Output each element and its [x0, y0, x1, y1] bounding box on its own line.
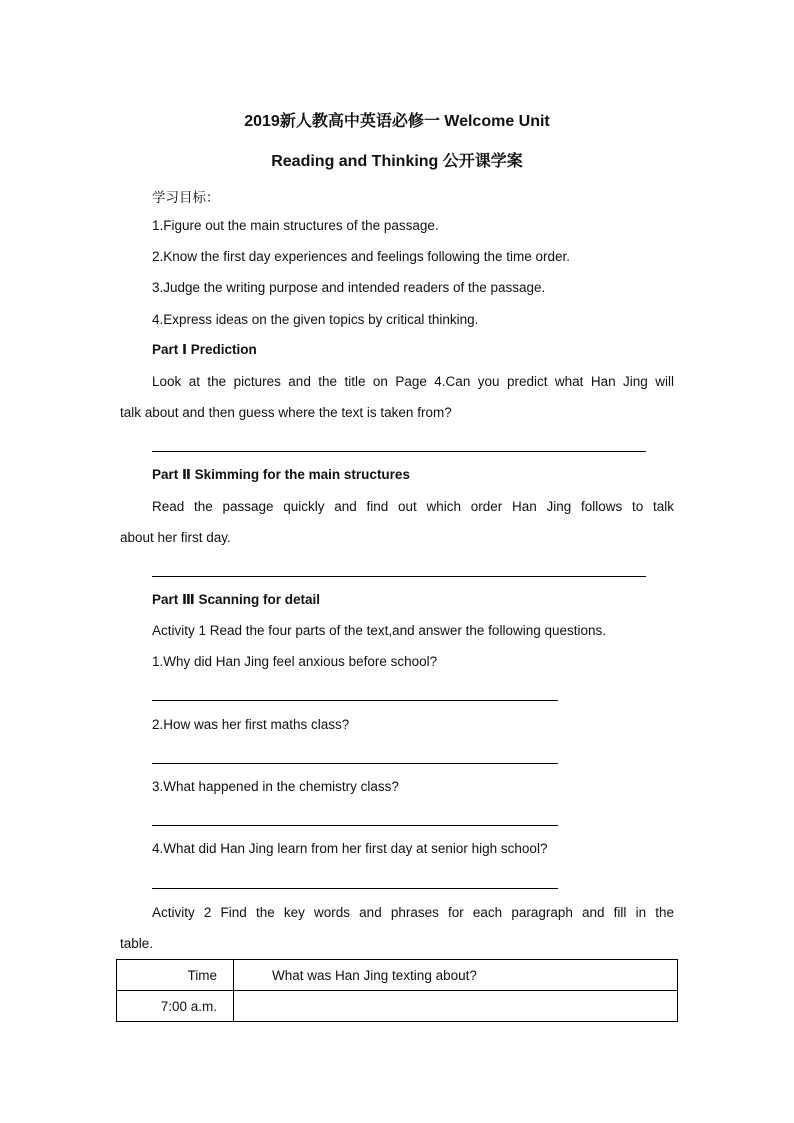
part2-instruction-line1: Read the passage quickly and find out which order Han Jing follows to talk: [152, 499, 674, 514]
table-header-row: [117, 960, 678, 991]
question-item: 2.How was her first maths class?: [152, 717, 350, 732]
question-item: 3.What happened in the chemistry class?: [152, 779, 399, 794]
objective-item: 2.Know the first day experiences and feelings following the time order.: [152, 249, 570, 264]
key-words-table: [116, 959, 678, 1022]
part1-heading: Part Ⅰ Prediction: [152, 342, 257, 357]
objective-item: 4.Express ideas on the given topics by critical thinking.: [152, 312, 479, 327]
table-cell-answer[interactable]: [234, 991, 678, 1022]
part3-heading: Part Ⅲ Scanning for detail: [152, 592, 321, 607]
part2-instruction-line2: about her first day.: [120, 530, 231, 545]
answer-line[interactable]: [152, 576, 646, 577]
table-row: [117, 991, 678, 1022]
activity2-instruction-line2: table.: [120, 936, 154, 951]
objective-item: 3.Judge the writing purpose and intended readers of the passage.: [152, 280, 546, 295]
page-subtitle: Reading and Thinking 公开课学案: [271, 153, 523, 170]
table-header-texting: What was Han Jing texting about?: [234, 960, 678, 991]
part1-instruction-line1: Look at the pictures and the title on Page 4.Can you predict what Han Jing will: [152, 374, 674, 389]
part2-heading: Part Ⅱ Skimming for the main structures: [152, 467, 410, 482]
question-item: 4.What did Han Jing learn from her first day at senior high school?: [152, 841, 548, 856]
objectives-heading: 学习目标：: [152, 190, 220, 205]
question-item: 1.Why did Han Jing feel anxious before school?: [152, 654, 438, 669]
answer-line[interactable]: [152, 451, 646, 452]
answer-line[interactable]: [152, 763, 558, 764]
table-cell-time: 7:00 a.m.: [117, 991, 234, 1022]
activity2-instruction: [120, 897, 674, 959]
page-title: 2019新人教高中英语必修一 Welcome Unit: [244, 113, 550, 130]
activity1-instruction: Activity 1 Read the four parts of the text,and answer the following questions.: [152, 623, 607, 638]
part1-instruction: [120, 366, 674, 428]
objective-item: 1.Figure out the main structures of the passage.: [152, 218, 439, 233]
answer-line[interactable]: [152, 888, 558, 889]
answer-line[interactable]: [152, 700, 558, 701]
part1-instruction-line2: talk about and then guess where the text is taken from?: [120, 405, 452, 420]
part2-instruction: [120, 491, 674, 553]
answer-line[interactable]: [152, 825, 558, 826]
activity2-instruction-line1: Activity 2 Find the key words and phrases for each paragraph and fill in the: [152, 905, 674, 920]
table-header-time: Time: [117, 960, 234, 991]
